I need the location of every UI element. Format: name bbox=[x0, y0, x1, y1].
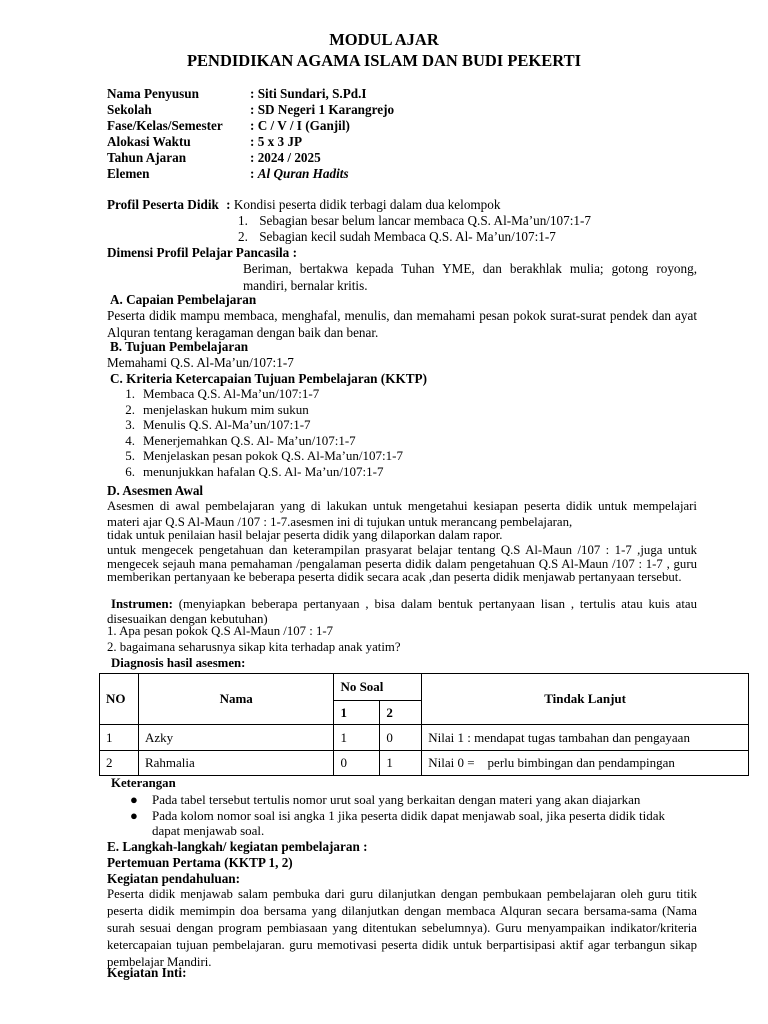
table-row bbox=[100, 751, 749, 776]
module-title: MODUL AJAR bbox=[329, 30, 439, 49]
cell-no: 2 bbox=[100, 751, 139, 776]
col-header-no-soal: No Soal bbox=[334, 674, 422, 701]
instrumen-paragraph bbox=[107, 597, 697, 626]
bullet-icon: ● bbox=[130, 792, 138, 807]
question-2: 2. bagaimana seharusnya sikap kita terhadap anak yatim? bbox=[107, 640, 401, 654]
cell-tindak-lanjut: Nilai 1 : mendapat tugas tambahan dan pengayaan bbox=[422, 725, 749, 751]
profil-item-num: 1. bbox=[238, 213, 248, 228]
profil-item bbox=[238, 213, 591, 229]
profil-row bbox=[107, 197, 500, 213]
pertemuan-heading: Pertemuan Pertama (KKTP 1, 2) bbox=[107, 855, 293, 870]
identity-value: Al Quran Hadits bbox=[257, 166, 349, 181]
pendahuluan-text: Peserta didik menjawab salam pembuka dari guru dilanjutkan dengan pembukaan pembelajaran oleh guru titik peserta didik memimpin doa bersama yang dilanjutkan dengan membaca Alquran secara bersama-sama (Nama surah sesuai dengan program pembiasaan yang ditentukan sebelumnya). Guru menyampaikan indikator/kriteria ketercapaian tujuan pembelajaran. guru memotivasi peserta didik untuk berpartisipasi aktif agar terbangun sikap pembelajar Mandiri. bbox=[107, 887, 697, 969]
identity-row bbox=[107, 118, 350, 134]
list-item: 4. Menerjemahkan Q.S. Al- Ma’un/107:1-7 bbox=[125, 432, 356, 448]
list-item: 5. Menjelaskan pesan pokok Q.S. Al-Ma’un/107:1-7 bbox=[125, 448, 403, 463]
identity-row bbox=[107, 86, 367, 102]
asesmen-paragraph-3: untuk mengecek pengetahuan dan keterampilan prasyarat belajar tentang Q.S Al-Maun /107 : 1-7 ,juga untuk mengecek sejauh mana pemahaman /pengalaman peserta didik dalam pengetahuan Q.S Al-Maun /107 : 1-7 , guru memberikan pertanyaan ke beberapa peserta didik secara acak ,dan peserta didik menjawab pertanyaan tersebut. bbox=[107, 543, 697, 584]
identity-label: Elemen bbox=[107, 166, 150, 181]
cell-soal-2: 1 bbox=[380, 751, 422, 776]
profil-colon: : bbox=[226, 197, 231, 212]
cell-nama: Azky bbox=[138, 725, 333, 751]
cell-no: 1 bbox=[100, 725, 139, 751]
cell-nama: Rahmalia bbox=[138, 751, 333, 776]
keterangan-list bbox=[120, 792, 700, 839]
inti-heading: Kegiatan Inti: bbox=[107, 965, 187, 980]
keterangan-heading: Keterangan bbox=[111, 776, 176, 790]
identity-row bbox=[107, 102, 394, 118]
section-e-heading: E. Langkah-langkah/ kegiatan pembelajaran : bbox=[107, 839, 368, 854]
cell-soal-2: 0 bbox=[380, 725, 422, 751]
pendahuluan-heading: Kegiatan pendahuluan: bbox=[107, 871, 241, 886]
list-item: ● Pada kolom nomor soal isi angka 1 jika peserta didik dapat menjawab soal, jika peserta didik tidak dapat menjawab soal. bbox=[130, 807, 666, 838]
identity-value: : 5 x 3 JP bbox=[250, 134, 303, 149]
cell-tindak-lanjut: Nilai 0 = perlu bimbingan dan pendampingan bbox=[422, 751, 749, 776]
table-header-row bbox=[100, 674, 749, 701]
identity-label: Nama Penyusun bbox=[107, 86, 199, 101]
profil-item-num: 2. bbox=[238, 229, 248, 244]
col-header-soal-1: 1 bbox=[334, 701, 380, 725]
section-a-text: Peserta didik mampu membaca, menghafal, menulis, dan memahami pesan pokok surat-surat pendek dan ayat Alquran tentang keragaman dengan baik dan benar. bbox=[107, 308, 697, 340]
col-header-nama: Nama bbox=[138, 674, 333, 725]
col-header-no: NO bbox=[100, 674, 139, 725]
table-row bbox=[100, 725, 749, 751]
instrumen-label: Instrumen: bbox=[111, 597, 173, 611]
diagnosis-table bbox=[99, 673, 749, 776]
section-a-heading: A. Capaian Pembelajaran bbox=[110, 292, 257, 307]
identity-value: : Siti Sundari, S.Pd.I bbox=[250, 86, 367, 101]
diagnosis-heading: Diagnosis hasil asesmen: bbox=[111, 656, 246, 670]
identity-label: Sekolah bbox=[107, 102, 152, 117]
section-c-heading: C. Kriteria Ketercapaian Tujuan Pembelajaran (KKTP) bbox=[110, 371, 427, 386]
dimensi-heading: Dimensi Profil Pelajar Pancasila : bbox=[107, 245, 297, 260]
dimensi-text: Beriman, bertakwa kepada Tuhan YME, dan berakhlak mulia; gotong royong, mandiri, bernalar kritis. bbox=[243, 261, 697, 293]
identity-value: : 2024 / 2025 bbox=[250, 150, 321, 165]
identity-label: Alokasi Waktu bbox=[107, 134, 191, 149]
list-item: 3. Menulis Q.S. Al-Ma’un/107:1-7 bbox=[125, 417, 311, 432]
profil-item bbox=[238, 229, 556, 245]
identity-value: : SD Negeri 1 Karangrejo bbox=[250, 102, 395, 117]
identity-row bbox=[107, 166, 349, 182]
col-header-tindak-lanjut: Tindak Lanjut bbox=[422, 674, 749, 725]
identity-value-prefix: : bbox=[250, 166, 258, 181]
kktp-list bbox=[107, 386, 403, 479]
cell-soal-1: 1 bbox=[334, 725, 380, 751]
subject-title: PENDIDIKAN AGAMA ISLAM DAN BUDI PEKERTI bbox=[186, 51, 582, 70]
instrumen-text: (menyiapkan beberapa pertanyaan , bisa dalam bentuk pertanyaan lisan , tertulis atau kuis atau disesuaikan dengan kebutuhan) bbox=[107, 597, 697, 626]
identity-value: : C / V / I (Ganjil) bbox=[250, 118, 350, 133]
col-header-soal-2: 2 bbox=[380, 701, 422, 725]
identity-row bbox=[107, 134, 302, 150]
list-item: 2. menjelaskan hukum mim sukun bbox=[125, 401, 309, 417]
list-item: 1. Membaca Q.S. Al-Ma’un/107:1-7 bbox=[125, 386, 320, 401]
asesmen-paragraph-2: tidak untuk penilaian hasil belajar peserta didik yang dilaporkan dalam rapor. bbox=[107, 528, 503, 542]
profil-item-text: Sebagian besar belum lancar membaca Q.S. Al-Ma’un/107:1-7 bbox=[259, 213, 591, 228]
identity-label: Tahun Ajaran bbox=[107, 150, 187, 165]
list-item: ● Pada tabel tersebut tertulis nomor urut soal yang berkaitan dengan materi yang akan diajarkan bbox=[130, 792, 641, 807]
section-b-text: Memahami Q.S. Al-Ma’un/107:1-7 bbox=[107, 355, 294, 370]
asesmen-paragraph-1: Asesmen di awal pembelajaran yang di lakukan untuk mengetahui kesiapan peserta didik untuk mempelajari materi ajar Q.S Al-Maun /107 : 1-7.asesmen ini di tujukan untuk merancang pembelajaran, bbox=[107, 499, 697, 529]
section-b-heading: B. Tujuan Pembelajaran bbox=[110, 339, 249, 354]
identity-label: Fase/Kelas/Semester bbox=[107, 118, 223, 133]
profil-item-text: Sebagian kecil sudah Membaca Q.S. Al- Ma’un/107:1-7 bbox=[259, 229, 556, 244]
question-1: 1. Apa pesan pokok Q.S Al-Maun /107 : 1-7 bbox=[107, 624, 334, 638]
profil-text: Kondisi peserta didik terbagi dalam dua kelompok bbox=[233, 197, 501, 212]
list-item: 6. menunjukkan hafalan Q.S. Al- Ma’un/107:1-7 bbox=[125, 463, 384, 479]
bullet-icon: ● bbox=[130, 807, 138, 823]
cell-soal-1: 0 bbox=[334, 751, 380, 776]
profil-label: Profil Peserta Didik bbox=[107, 197, 219, 212]
section-d-heading: D. Asesmen Awal bbox=[107, 483, 204, 498]
identity-row bbox=[107, 150, 321, 166]
